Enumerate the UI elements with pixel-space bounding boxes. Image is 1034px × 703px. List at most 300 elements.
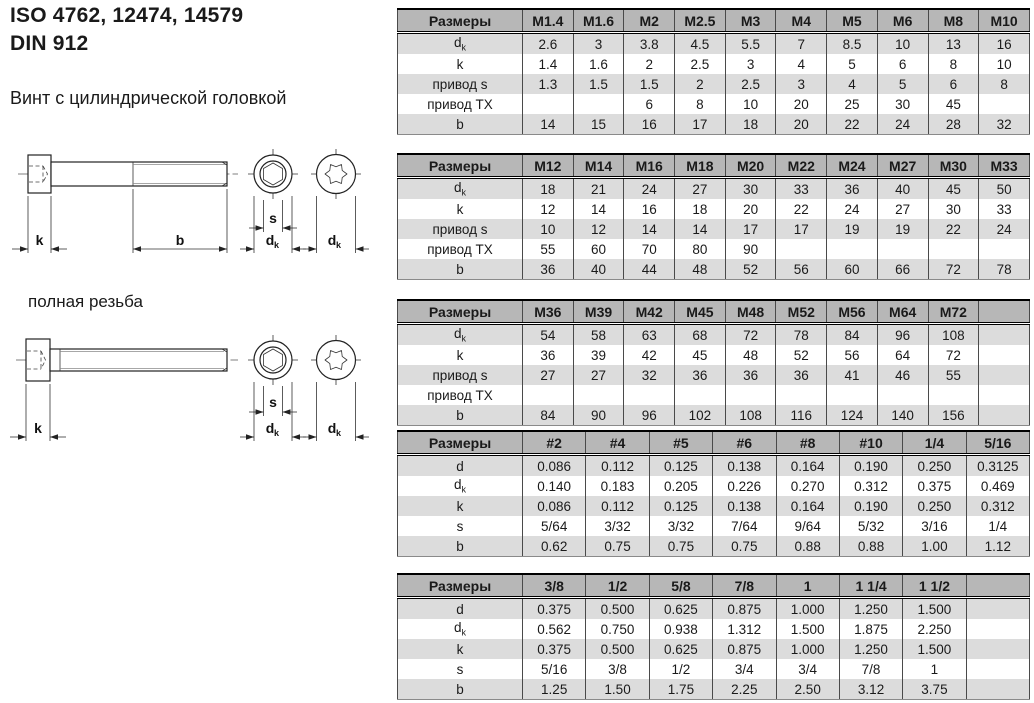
header-row	[398, 574, 1030, 598]
value-cell: 84	[523, 405, 574, 426]
header-row	[398, 300, 1030, 324]
value-cell: 1.500	[903, 639, 966, 659]
value-cell	[979, 324, 1030, 346]
dim-label-dk: d	[265, 420, 275, 436]
value-cell: 50	[979, 178, 1030, 200]
value-cell: 0.75	[649, 536, 712, 557]
value-cell: 3/32	[586, 516, 649, 536]
title-din: DIN 912	[10, 32, 89, 55]
value-cell	[877, 385, 928, 405]
end-view-torx-socket	[303, 335, 369, 441]
size-column-header: Размеры	[398, 431, 523, 455]
value-cell	[573, 94, 624, 114]
value-cell: 10	[979, 54, 1030, 74]
col-header	[979, 300, 1030, 324]
value-cell: 0.312	[966, 496, 1029, 516]
value-cell: 0.88	[776, 536, 839, 557]
value-cell: 1/2	[649, 659, 712, 679]
value-cell: 1.000	[776, 598, 839, 620]
value-cell: 1.500	[776, 619, 839, 639]
row-label: k	[398, 639, 523, 659]
value-cell: 1/4	[966, 516, 1029, 536]
value-cell: 0.205	[649, 476, 712, 496]
value-cell: 0.62	[523, 536, 586, 557]
value-cell: 1.5	[624, 74, 675, 94]
value-cell: 30	[877, 94, 928, 114]
row-label: k	[398, 54, 523, 74]
dim-label-s: s	[269, 394, 277, 410]
dim-label-k: k	[35, 232, 44, 248]
svg-text:k: k	[274, 428, 280, 438]
header-row	[398, 9, 1030, 33]
row-label: b	[398, 679, 523, 700]
value-cell: 5.5	[725, 33, 776, 55]
col-header: M24	[827, 154, 878, 178]
svg-text:k: k	[274, 240, 280, 250]
value-cell: 8	[675, 94, 726, 114]
end-view-hex-socket	[240, 149, 306, 253]
value-cell: 4	[827, 74, 878, 94]
table-row	[398, 114, 1030, 135]
row-label: привод s	[398, 219, 523, 239]
table-row	[398, 516, 1030, 536]
value-cell: 8	[928, 54, 979, 74]
value-cell: 5	[827, 54, 878, 74]
value-cell: 3/8	[586, 659, 649, 679]
value-cell: 0.138	[713, 496, 776, 516]
page-subtitle: Винт с цилиндрической головкой	[10, 88, 287, 108]
value-cell: 22	[928, 219, 979, 239]
value-cell: 1.25	[523, 679, 586, 700]
dim-label-dk: d	[327, 232, 337, 248]
value-cell: 1.12	[966, 536, 1029, 557]
row-label: привод TX	[398, 385, 523, 405]
value-cell: 48	[675, 259, 726, 280]
value-cell: 45	[928, 178, 979, 200]
value-cell	[877, 239, 928, 259]
value-cell	[979, 365, 1030, 385]
value-cell: 64	[877, 345, 928, 365]
value-cell: 0.75	[713, 536, 776, 557]
value-cell: 0.190	[839, 455, 902, 477]
table-row	[398, 199, 1030, 219]
value-cell: 17	[776, 219, 827, 239]
table-row	[398, 405, 1030, 426]
imperial-table-2-5_16	[397, 430, 1030, 557]
col-header: #8	[776, 431, 839, 455]
value-cell: 0.164	[776, 496, 839, 516]
value-cell	[966, 619, 1029, 639]
size-column-header: Размеры	[398, 574, 523, 598]
value-cell: 30	[725, 178, 776, 200]
value-cell: 48	[725, 345, 776, 365]
value-cell: 72	[928, 345, 979, 365]
value-cell: 27	[675, 178, 726, 200]
table-row	[398, 324, 1030, 346]
value-cell: 0.469	[966, 476, 1029, 496]
col-header: M16	[624, 154, 675, 178]
table-row	[398, 239, 1030, 259]
value-cell: 0.375	[903, 476, 966, 496]
value-cell: 0.112	[586, 455, 649, 477]
size-column-header: Размеры	[398, 9, 523, 33]
value-cell: 3.8	[624, 33, 675, 55]
value-cell	[827, 239, 878, 259]
dimension-k	[12, 196, 67, 253]
value-cell: 0.938	[649, 619, 712, 639]
value-cell: 3	[776, 74, 827, 94]
value-cell: 78	[979, 259, 1030, 280]
screw-shank	[50, 349, 227, 371]
dimension-k	[10, 384, 66, 441]
value-cell: 0.875	[713, 598, 776, 620]
col-header: M64	[877, 300, 928, 324]
row-label: k	[398, 199, 523, 219]
col-header: M10	[979, 9, 1030, 33]
value-cell: 1.75	[649, 679, 712, 700]
value-cell: 54	[523, 324, 574, 346]
value-cell: 1.500	[903, 598, 966, 620]
value-cell: 27	[877, 199, 928, 219]
value-cell	[523, 385, 574, 405]
value-cell: 27	[573, 365, 624, 385]
value-cell: 108	[725, 405, 776, 426]
value-cell: 58	[573, 324, 624, 346]
value-cell: 0.625	[649, 639, 712, 659]
title-standards: ISO 4762, 12474, 14579	[10, 4, 244, 27]
value-cell: 90	[725, 239, 776, 259]
dim-label-dk: d	[265, 232, 275, 248]
col-header: 1 1/2	[903, 574, 966, 598]
value-cell: 8.5	[827, 33, 878, 55]
col-header: M14	[573, 154, 624, 178]
value-cell: 13	[928, 33, 979, 55]
value-cell: 36	[776, 365, 827, 385]
col-header: M8	[928, 9, 979, 33]
screw-drawing-partial-thread	[0, 145, 395, 260]
col-header: M22	[776, 154, 827, 178]
value-cell: 4	[776, 54, 827, 74]
value-cell: 96	[624, 405, 675, 426]
value-cell: 22	[776, 199, 827, 219]
col-header: M20	[725, 154, 776, 178]
value-cell: 0.270	[776, 476, 839, 496]
value-cell: 17	[725, 219, 776, 239]
value-cell: 40	[573, 259, 624, 280]
value-cell	[966, 639, 1029, 659]
value-cell: 1.00	[903, 536, 966, 557]
value-cell: 24	[979, 219, 1030, 239]
value-cell: 8	[979, 74, 1030, 94]
row-label: $d_k$	[398, 619, 523, 639]
row-label: d	[398, 455, 523, 477]
imperial-table-3_8-1_1_2	[397, 573, 1030, 700]
value-cell: 90	[573, 405, 624, 426]
value-cell: 78	[776, 324, 827, 346]
value-cell: 0.086	[523, 496, 586, 516]
value-cell: 3/16	[903, 516, 966, 536]
value-cell: 1.6	[573, 54, 624, 74]
value-cell	[827, 385, 878, 405]
value-cell: 32	[979, 114, 1030, 135]
value-cell: 45	[928, 94, 979, 114]
col-header: M2	[624, 9, 675, 33]
value-cell: 36	[675, 365, 726, 385]
value-cell: 60	[573, 239, 624, 259]
table-row	[398, 598, 1030, 620]
col-header: 1 1/4	[839, 574, 902, 598]
value-cell: 25	[827, 94, 878, 114]
table-row	[398, 345, 1030, 365]
row-label: привод s	[398, 74, 523, 94]
col-header: 5/8	[649, 574, 712, 598]
row-label: $d_k$	[398, 476, 523, 496]
value-cell: 2	[624, 54, 675, 74]
col-header: 1	[776, 574, 839, 598]
value-cell: 14	[523, 114, 574, 135]
value-cell: 3/32	[649, 516, 712, 536]
table-row	[398, 219, 1030, 239]
value-cell: 0.500	[586, 639, 649, 659]
value-cell	[966, 679, 1029, 700]
screw-drawing-full-thread	[0, 330, 395, 450]
value-cell: 6	[928, 74, 979, 94]
value-cell: 0.3125	[966, 455, 1029, 477]
table-row	[398, 94, 1030, 114]
col-header: 1/4	[903, 431, 966, 455]
value-cell: 36	[827, 178, 878, 200]
value-cell: 0.562	[523, 619, 586, 639]
value-cell: 1	[903, 659, 966, 679]
col-header: M6	[877, 9, 928, 33]
row-label: d	[398, 598, 523, 620]
value-cell: 20	[776, 94, 827, 114]
metric-table-m36-m72	[397, 299, 1030, 426]
value-cell: 7/8	[839, 659, 902, 679]
value-cell: 72	[725, 324, 776, 346]
value-cell: 2.250	[903, 619, 966, 639]
value-cell: 1.875	[839, 619, 902, 639]
value-cell: 80	[675, 239, 726, 259]
value-cell: 0.75	[586, 536, 649, 557]
table-row	[398, 74, 1030, 94]
value-cell: 0.875	[713, 639, 776, 659]
value-cell: 3.12	[839, 679, 902, 700]
value-cell	[776, 385, 827, 405]
value-cell: 2	[675, 74, 726, 94]
col-header: M1.6	[573, 9, 624, 33]
screw-side-view	[16, 339, 238, 381]
svg-text:k: k	[336, 428, 342, 438]
row-label: k	[398, 345, 523, 365]
value-cell: 24	[827, 199, 878, 219]
value-cell: 18	[675, 199, 726, 219]
value-cell: 20	[725, 199, 776, 219]
metric-table-m1_4-m10	[397, 8, 1030, 135]
value-cell: 0.125	[649, 496, 712, 516]
table-row	[398, 54, 1030, 74]
value-cell	[624, 385, 675, 405]
dim-label-b: b	[175, 232, 185, 248]
value-cell: 1.250	[839, 598, 902, 620]
row-label: s	[398, 659, 523, 679]
col-header: M52	[776, 300, 827, 324]
value-cell	[979, 345, 1030, 365]
value-cell: 6	[877, 54, 928, 74]
value-cell: 22	[827, 114, 878, 135]
dim-label-k: k	[34, 420, 42, 436]
value-cell: 0.750	[586, 619, 649, 639]
col-header: M48	[725, 300, 776, 324]
table-row	[398, 178, 1030, 200]
value-cell: 27	[523, 365, 574, 385]
size-column-header: Размеры	[398, 300, 523, 324]
col-header: M39	[573, 300, 624, 324]
screw-side-view	[18, 155, 238, 193]
value-cell: 46	[877, 365, 928, 385]
row-label: $d_k$	[398, 324, 523, 346]
value-cell: 102	[675, 405, 726, 426]
value-cell: 6	[624, 94, 675, 114]
table-row	[398, 619, 1030, 639]
col-header: 1/2	[586, 574, 649, 598]
value-cell: 1.3	[523, 74, 574, 94]
value-cell: 5/64	[523, 516, 586, 536]
value-cell: 1.000	[776, 639, 839, 659]
col-header: 5/16	[966, 431, 1029, 455]
value-cell: 42	[624, 345, 675, 365]
value-cell: 20	[776, 114, 827, 135]
value-cell: 56	[827, 345, 878, 365]
value-cell: 9/64	[776, 516, 839, 536]
value-cell: 12	[523, 199, 574, 219]
value-cell: 140	[877, 405, 928, 426]
value-cell: 55	[523, 239, 574, 259]
value-cell	[979, 405, 1030, 426]
row-label: s	[398, 516, 523, 536]
value-cell: 15	[573, 114, 624, 135]
table-row	[398, 476, 1030, 496]
value-cell: 0.183	[586, 476, 649, 496]
header-row	[398, 154, 1030, 178]
value-cell	[966, 659, 1029, 679]
value-cell: 0.140	[523, 476, 586, 496]
value-cell: 10	[877, 33, 928, 55]
value-cell: 116	[776, 405, 827, 426]
table-row	[398, 679, 1030, 700]
dimension-b	[133, 189, 227, 253]
value-cell: 2.6	[523, 33, 574, 55]
value-cell: 66	[877, 259, 928, 280]
value-cell: 36	[725, 365, 776, 385]
col-header: M3	[725, 9, 776, 33]
col-header: M12	[523, 154, 574, 178]
row-label: b	[398, 405, 523, 426]
value-cell: 7	[776, 33, 827, 55]
row-label: $d_k$	[398, 33, 523, 55]
table-row	[398, 33, 1030, 55]
value-cell: 12	[573, 219, 624, 239]
table-row	[398, 496, 1030, 516]
svg-text:k: k	[336, 240, 342, 250]
value-cell	[928, 239, 979, 259]
table-row	[398, 365, 1030, 385]
value-cell: 0.138	[713, 455, 776, 477]
end-view-torx-socket	[303, 149, 369, 253]
value-cell: 7/64	[713, 516, 776, 536]
value-cell: 5/32	[839, 516, 902, 536]
value-cell: 0.125	[649, 455, 712, 477]
value-cell: 2.50	[776, 679, 839, 700]
value-cell: 156	[928, 405, 979, 426]
value-cell	[776, 239, 827, 259]
value-cell: 1.5	[573, 74, 624, 94]
row-label: привод TX	[398, 94, 523, 114]
value-cell: 2.5	[675, 54, 726, 74]
col-header: M4	[776, 9, 827, 33]
row-label: b	[398, 114, 523, 135]
value-cell: 5/16	[523, 659, 586, 679]
value-cell: 10	[523, 219, 574, 239]
value-cell: 33	[776, 178, 827, 200]
value-cell: 45	[675, 345, 726, 365]
row-label: $d_k$	[398, 178, 523, 200]
col-header: M33	[979, 154, 1030, 178]
col-header: #4	[586, 431, 649, 455]
value-cell: 70	[624, 239, 675, 259]
col-header: M5	[827, 9, 878, 33]
col-header: 7/8	[713, 574, 776, 598]
value-cell: 63	[624, 324, 675, 346]
value-cell: 32	[624, 365, 675, 385]
value-cell: 1.312	[713, 619, 776, 639]
value-cell: 30	[928, 199, 979, 219]
value-cell: 0.190	[839, 496, 902, 516]
col-header: M1.4	[523, 9, 574, 33]
row-label: k	[398, 496, 523, 516]
value-cell: 0.375	[523, 598, 586, 620]
value-cell: 28	[928, 114, 979, 135]
row-label: b	[398, 259, 523, 280]
value-cell: 3	[573, 33, 624, 55]
value-cell: 19	[877, 219, 928, 239]
value-cell	[979, 385, 1030, 405]
table-row	[398, 639, 1030, 659]
value-cell	[966, 598, 1029, 620]
col-header: M2.5	[675, 9, 726, 33]
table-row	[398, 455, 1030, 477]
value-cell	[725, 385, 776, 405]
value-cell: 2.25	[713, 679, 776, 700]
value-cell	[928, 385, 979, 405]
col-header: M45	[675, 300, 726, 324]
dim-label-s: s	[269, 210, 277, 226]
value-cell: 14	[675, 219, 726, 239]
value-cell: 14	[573, 199, 624, 219]
value-cell: 0.086	[523, 455, 586, 477]
value-cell: 14	[624, 219, 675, 239]
page-title	[10, 2, 243, 58]
value-cell: 10	[725, 94, 776, 114]
col-header: #5	[649, 431, 712, 455]
table-row	[398, 385, 1030, 405]
value-cell: 24	[624, 178, 675, 200]
value-cell: 16	[624, 199, 675, 219]
metric-table-m12-m33	[397, 153, 1030, 280]
col-header: #2	[523, 431, 586, 455]
value-cell	[979, 94, 1030, 114]
screw-shank	[51, 162, 227, 186]
